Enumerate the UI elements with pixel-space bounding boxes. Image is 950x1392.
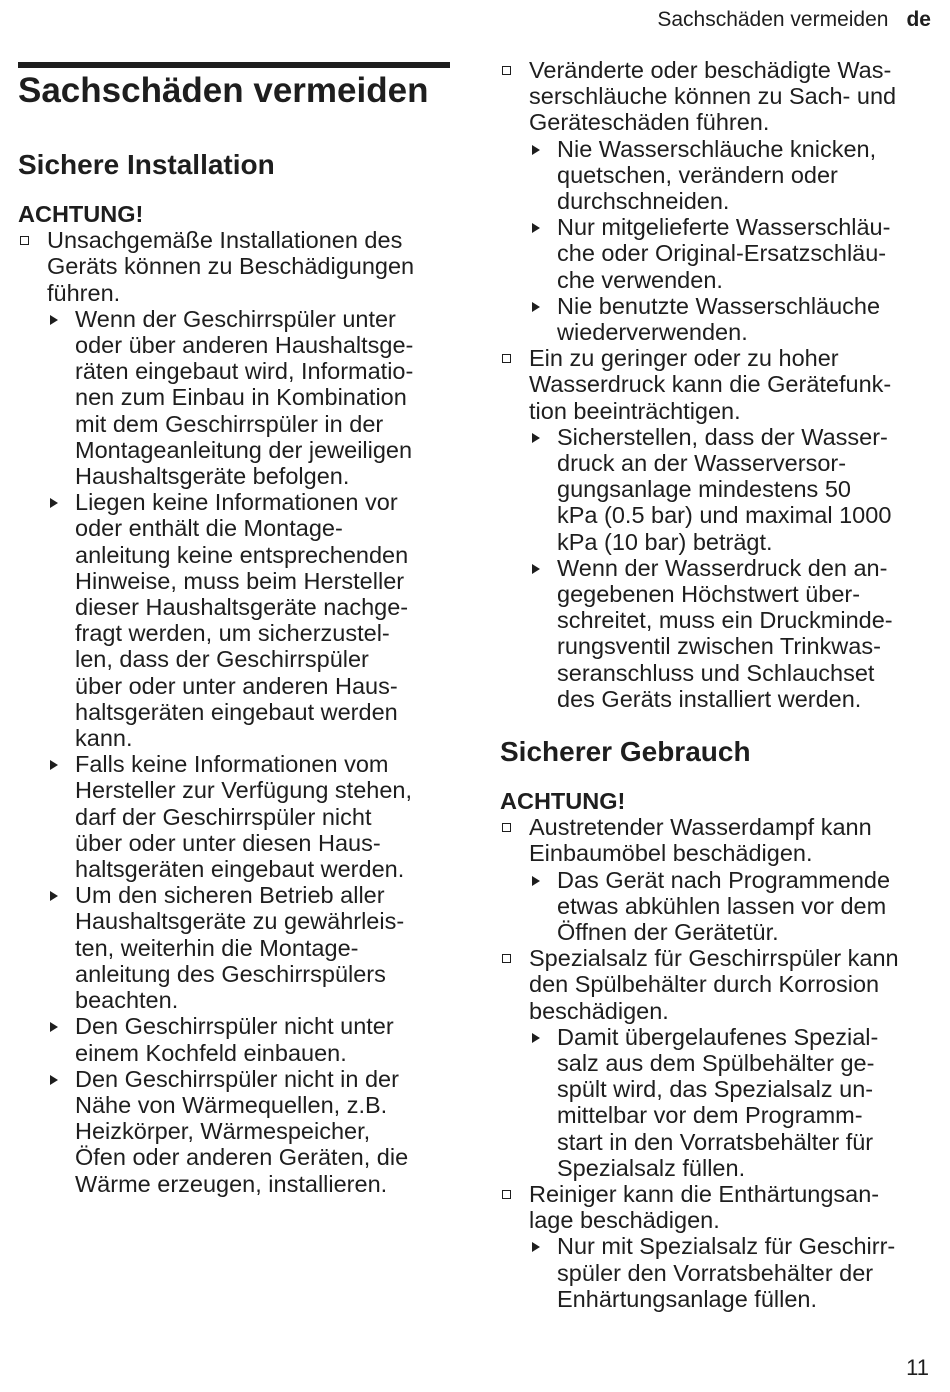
text-line: Wärme erzeugen, installieren. xyxy=(75,1170,388,1197)
triangle-bullet-icon xyxy=(532,145,540,155)
text-line: lage beschädigen. xyxy=(529,1207,720,1234)
text-line: spüler den Vorratsbehälter der xyxy=(557,1259,874,1286)
square-bullet-icon xyxy=(502,954,511,963)
text-line: oder über anderen Haushaltsge- xyxy=(75,332,414,359)
text-line: kPa (10 bar) beträgt. xyxy=(557,528,773,555)
square-bullet-icon xyxy=(502,66,511,75)
text-line: Unsachgemäße Installationen des xyxy=(47,227,403,254)
text-line: Nie Wasserschläuche knicken, xyxy=(557,135,877,162)
text-line: Um den sicheren Betrieb aller xyxy=(75,882,385,909)
instruction-step xyxy=(18,882,458,1013)
text-line: darf der Geschirrspüler nicht xyxy=(75,803,372,830)
text-line: seranschluss und Schlauchset xyxy=(557,659,875,686)
text-line: start in den Vorratsbehälter für xyxy=(557,1128,874,1155)
instruction-step xyxy=(500,424,940,555)
text-line: mit dem Geschirrspüler in der xyxy=(75,410,384,437)
text-line: dieser Haushaltsgeräte nachge- xyxy=(75,594,409,621)
triangle-bullet-icon xyxy=(50,760,58,770)
instruction-step xyxy=(500,293,940,345)
triangle-bullet-icon xyxy=(532,564,540,574)
text-line: räten eingebaut wird, Informatio- xyxy=(75,358,414,385)
triangle-bullet-icon xyxy=(50,1022,58,1032)
text-line: serschläuche können zu Sach- und xyxy=(529,83,897,110)
title-rule xyxy=(18,62,450,68)
usage-flow xyxy=(500,788,940,1312)
text-line: führen. xyxy=(47,279,121,306)
instruction-step xyxy=(500,136,940,215)
hazard-bullet xyxy=(500,814,940,866)
text-line: Den Geschirrspüler nicht unter xyxy=(75,1013,394,1040)
language-code: de xyxy=(906,8,931,31)
instruction-step xyxy=(500,1024,940,1181)
square-bullet-icon xyxy=(20,236,29,245)
text-line: Veränderte oder beschädigte Was- xyxy=(529,57,892,83)
installation-flow xyxy=(18,201,458,1197)
warning-label: ACHTUNG! xyxy=(18,201,144,227)
text-line: len, dass der Geschirrspüler xyxy=(75,646,369,673)
text-line: haltsgeräten eingebaut werden. xyxy=(75,856,405,883)
text-line: Austretender Wasserdampf kann xyxy=(529,814,872,841)
text-line: Haushaltsgeräte befolgen. xyxy=(75,463,350,490)
hazard-bullet xyxy=(500,57,940,136)
text-line: Öffnen der Gerätetür. xyxy=(557,919,779,946)
text-line: anleitung des Geschirrspülers xyxy=(75,960,386,987)
instruction-step xyxy=(18,489,458,751)
text-line: wiederverwenden. xyxy=(557,319,748,346)
section-heading-installation: Sichere Installation xyxy=(18,149,275,180)
triangle-bullet-icon xyxy=(50,891,58,901)
instruction-step xyxy=(18,751,458,882)
page-number: 11 xyxy=(906,1355,929,1380)
text-line: Einbaumöbel beschädigen. xyxy=(529,840,813,867)
triangle-bullet-icon xyxy=(532,433,540,443)
instruction-step xyxy=(18,306,458,489)
instruction-step xyxy=(18,1013,458,1065)
text-line: Das Gerät nach Programmende xyxy=(557,866,891,893)
text-line: beachten. xyxy=(75,987,179,1014)
text-line: Ein zu geringer oder zu hoher xyxy=(529,345,839,372)
hazard-bullet xyxy=(500,1181,940,1233)
text-line: ten, weiterhin die Montage- xyxy=(75,934,359,961)
text-line: Sicherstellen, dass der Wasser- xyxy=(557,423,888,450)
text-line: che verwenden. xyxy=(557,266,723,293)
text-line: beschädigen. xyxy=(529,997,669,1024)
text-line: durchschneiden. xyxy=(557,188,730,215)
text-line: che oder Original-Ersatzschläu- xyxy=(557,240,887,267)
page-title: Sachschäden vermeiden xyxy=(18,71,429,110)
text-line: nen zum Einbau in Kombination xyxy=(75,384,407,411)
text-line: Liegen keine Informationen vor xyxy=(75,489,398,516)
triangle-bullet-icon xyxy=(532,1242,540,1252)
triangle-bullet-icon xyxy=(532,876,540,886)
hazard-bullet xyxy=(500,345,940,424)
text-line: Reiniger kann die Enthärtungsan- xyxy=(529,1181,880,1208)
triangle-bullet-icon xyxy=(532,223,540,233)
text-line: Öfen oder anderen Geräten, die xyxy=(75,1144,409,1171)
text-line: Damit übergelaufenes Spezial- xyxy=(557,1023,879,1050)
text-line: Heizkörper, Wärmespeicher, xyxy=(75,1118,371,1145)
instruction-step xyxy=(500,1233,940,1312)
square-bullet-icon xyxy=(502,1190,511,1199)
instruction-step xyxy=(18,1066,458,1197)
text-line: Haushaltsgeräte zu gewährleis- xyxy=(75,908,405,935)
text-line: schreitet, muss ein Druckminde- xyxy=(557,607,893,634)
text-line: Hinweise, muss beim Hersteller xyxy=(75,567,405,594)
triangle-bullet-icon xyxy=(50,498,58,508)
text-line: Spezialsalz für Geschirrspüler kann xyxy=(529,945,899,972)
text-line: Montageanleitung der jeweiligen xyxy=(75,436,413,463)
text-line: Nähe von Wärmequellen, z.B. xyxy=(75,1091,388,1118)
text-line: Enhärtungsanlage füllen. xyxy=(557,1285,818,1312)
text-line: einem Kochfeld einbauen. xyxy=(75,1039,347,1066)
text-line: Wenn der Geschirrspüler unter xyxy=(75,305,396,332)
square-bullet-icon xyxy=(502,823,511,832)
square-bullet-icon xyxy=(502,354,511,363)
text-line: Nur mit Spezialsalz für Geschirr- xyxy=(557,1233,896,1260)
text-line: spült wird, das Spezialsalz un- xyxy=(557,1076,874,1103)
text-line: Geräts können zu Beschädigungen xyxy=(47,253,415,280)
text-line: etwas abkühlen lassen vor dem xyxy=(557,892,887,919)
text-line: Falls keine Informationen vom xyxy=(75,751,389,778)
instruction-step xyxy=(500,867,940,946)
running-header-section: Sachschäden vermeiden xyxy=(657,8,889,31)
text-line: salz aus dem Spülbehälter ge- xyxy=(557,1050,875,1077)
triangle-bullet-icon xyxy=(50,315,58,325)
text-line: Wenn der Wasserdruck den an- xyxy=(557,554,888,581)
text-line: rungsventil zwischen Trinkwas- xyxy=(557,633,881,660)
text-line: quetschen, verändern oder xyxy=(557,161,838,188)
text-line: gungsanlage mindestens 50 xyxy=(557,476,851,503)
text-line: Den Geschirrspüler nicht in der xyxy=(75,1065,399,1092)
text-line: Nie benutzte Wasserschläuche xyxy=(557,292,881,319)
text-line: Spezialsalz füllen. xyxy=(557,1154,746,1181)
hazard-bullet xyxy=(18,227,458,306)
running-header xyxy=(657,8,931,32)
text-line: anleitung keine entsprechenden xyxy=(75,541,409,568)
text-line: haltsgeräten eingebaut werden xyxy=(75,698,398,725)
text-line: druck an der Wasserversor- xyxy=(557,450,847,477)
text-line: Wasserdruck kann die Gerätefunk- xyxy=(529,371,892,398)
installation-flow-continued xyxy=(500,57,940,712)
section-heading-usage: Sicherer Gebrauch xyxy=(500,736,751,767)
text-line: gegebenen Höchstwert über- xyxy=(557,581,861,608)
text-line: Hersteller zur Verfügung stehen, xyxy=(75,777,413,804)
text-line: über oder unter diesen Haus- xyxy=(75,829,381,856)
warning-label: ACHTUNG! xyxy=(500,788,626,814)
text-line: kann. xyxy=(75,725,133,752)
triangle-bullet-icon xyxy=(532,1033,540,1043)
text-line: tion beeinträchtigen. xyxy=(529,397,741,424)
text-line: fragt werden, um sicherzustel- xyxy=(75,620,390,647)
text-line: Geräteschäden führen. xyxy=(529,109,770,136)
text-line: oder enthält die Montage- xyxy=(75,515,343,542)
text-line: Nur mitgelieferte Wasserschläu- xyxy=(557,214,891,241)
text-line: des Geräts installiert werden. xyxy=(557,685,862,712)
triangle-bullet-icon xyxy=(50,1075,58,1085)
instruction-step xyxy=(500,214,940,293)
text-line: mittelbar vor dem Programm- xyxy=(557,1102,863,1129)
hazard-bullet xyxy=(500,945,940,1024)
text-line: über oder unter anderen Haus- xyxy=(75,672,398,699)
text-line: kPa (0.5 bar) und maximal 1000 xyxy=(557,502,892,529)
text-line: den Spülbehälter durch Korrosion xyxy=(529,971,880,998)
triangle-bullet-icon xyxy=(532,302,540,312)
instruction-step xyxy=(500,555,940,712)
